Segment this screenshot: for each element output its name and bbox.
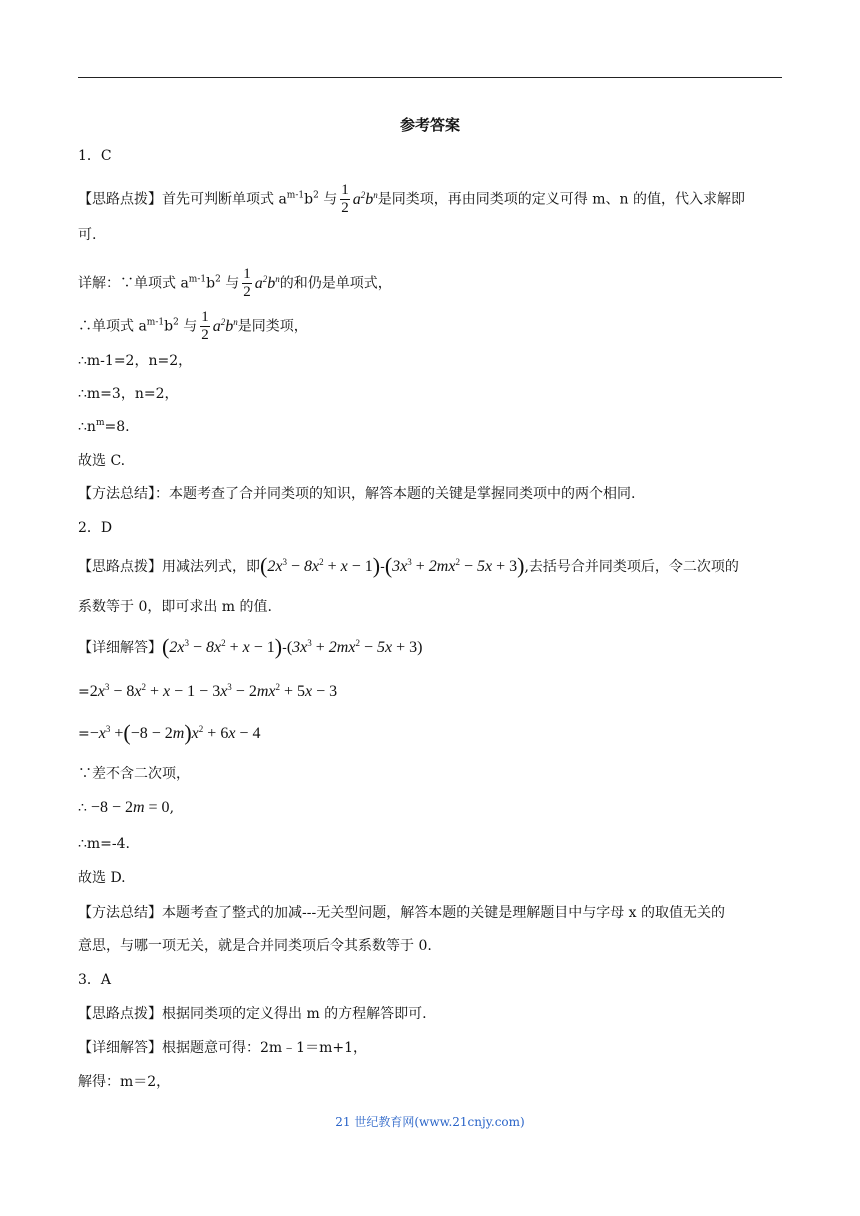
q2-summary-tag: 【方法总结】 [78, 905, 162, 921]
q2-hint: 【思路点拨】用减法列式，即$(2x^3 - 8x^2 + x - 1)-(3x^3 + 2mx^2 - 5x + 3)$,去括号合并同类项后，令二次项的 [78, 553, 739, 578]
q1-hint-tag: 【思路点拨】 [78, 191, 162, 208]
q3-hint [78, 1003, 427, 1025]
footer-link[interactable]: 21 世纪教育网(www.21cnjy.com) [335, 1115, 525, 1129]
q2-answer: 2．D [78, 520, 113, 536]
q1-summary [78, 483, 635, 505]
q2-condition: ∵差不含二次项， [78, 766, 190, 782]
q3-detail-text: 根据题意可得：2m﹣1＝m+1， [162, 1040, 368, 1056]
q1-step-similar-text-2: 是同类项， [237, 318, 308, 335]
q1-step-2: ∴m=3，n=2， [78, 386, 179, 402]
q1-step-1: ∴m-1=2，n=2， [78, 353, 193, 369]
q1-step-3-b: =8. [104, 419, 130, 435]
q1-detail: 详解：∵单项式 $a^{m-1}b^2$ 与 $\frac{1}{2}$ $a^2b^n$的和仍是单项式， [78, 266, 392, 300]
q2-detail: 【详细解答】$(2x^3 - 8x^2 + x - 1)-(3x^3 + 2mx^2 - 5x + 3)$ [78, 634, 423, 659]
q1-hint-cont: 可. [78, 227, 97, 243]
q3-hint-text: 根据同类项的定义得出 m 的方程解答即可. [162, 1006, 427, 1022]
q3-hint-tag: 【思路点拨】 [78, 1006, 162, 1022]
q1-choice: 故选 C. [78, 453, 126, 469]
q3-solve: 解得：m＝2， [78, 1074, 171, 1090]
q1-summary-tag: 【方法总结】 [78, 486, 155, 502]
q2-combine: $=-x^3 +(-8 - 2m)x^2 + 6x - 4$ [78, 720, 261, 745]
q2-hint-text-2: ,去括号合并同类项后，令二次项的 [524, 559, 739, 575]
q1-step-3-sup: m [95, 418, 105, 428]
q1-step-similar-text: ∴单项式 a [78, 318, 147, 335]
q1-step-3-a: ∴n [78, 419, 96, 435]
q2-choice: 故选 D. [78, 870, 126, 886]
q1-step-3 [78, 416, 130, 438]
q2-detail-tag: 【详细解答】 [78, 640, 162, 656]
q2-equation: ∴ −8 − 2m = 0, [78, 799, 175, 816]
q2-summary [78, 902, 725, 924]
q1-detail-text-2: 的和仍是单项式， [279, 275, 392, 292]
header-rule [78, 77, 782, 78]
q1-hint-text: 首先可判断单项式 a [162, 191, 287, 208]
q3-answer: 3．A [78, 972, 112, 988]
q2-hint-cont: 系数等于 0，即可求出 m 的值. [78, 599, 272, 615]
q3-detail [78, 1037, 367, 1059]
page-title: 参考答案 [399, 116, 460, 134]
q1-detail-text: 详解：∵单项式 a [78, 275, 189, 292]
q2-summary-text: 本题考查了整式的加减---无关型问题，解答本题的关键是理解题目中与字母 x 的取值无关的 [162, 905, 725, 921]
q2-summary-cont: 意思，与哪一项无关，就是合并同类项后令其系数等于 0. [78, 938, 432, 954]
q1-hint: 【思路点拨】首先可判断单项式 $a^{m-1}b^2$ 与 $\frac{1}{2}$ $a^2b^n$是同类项，再由同类项的定义可得 m、n 的值，代入求解即 [78, 182, 745, 216]
q2-expand: $=2x^3 - 8x^2 + x - 1 - 3x^3 - 2mx^2 + 5x - 3$ [78, 682, 338, 700]
q3-detail-tag: 【详细解答】 [78, 1040, 162, 1056]
q2-hint-text: 用减法列式，即 [162, 559, 260, 575]
q1-step-similar: ∴单项式 $a^{m-1}b^2$ 与 $\frac{1}{2}$ $a^2b^n$是同类项， [78, 309, 308, 343]
q1-summary-text: ：本题考查了合并同类项的知识，解答本题的关键是掌握同类项中的两个相同. [155, 486, 636, 502]
q2-result: ∴m=-4. [78, 836, 131, 852]
q2-hint-tag: 【思路点拨】 [78, 559, 162, 575]
q1-answer: 1．C [78, 148, 112, 164]
q1-hint-text-2: 是同类项，再由同类项的定义可得 m、n 的值，代入求解即 [377, 191, 745, 208]
